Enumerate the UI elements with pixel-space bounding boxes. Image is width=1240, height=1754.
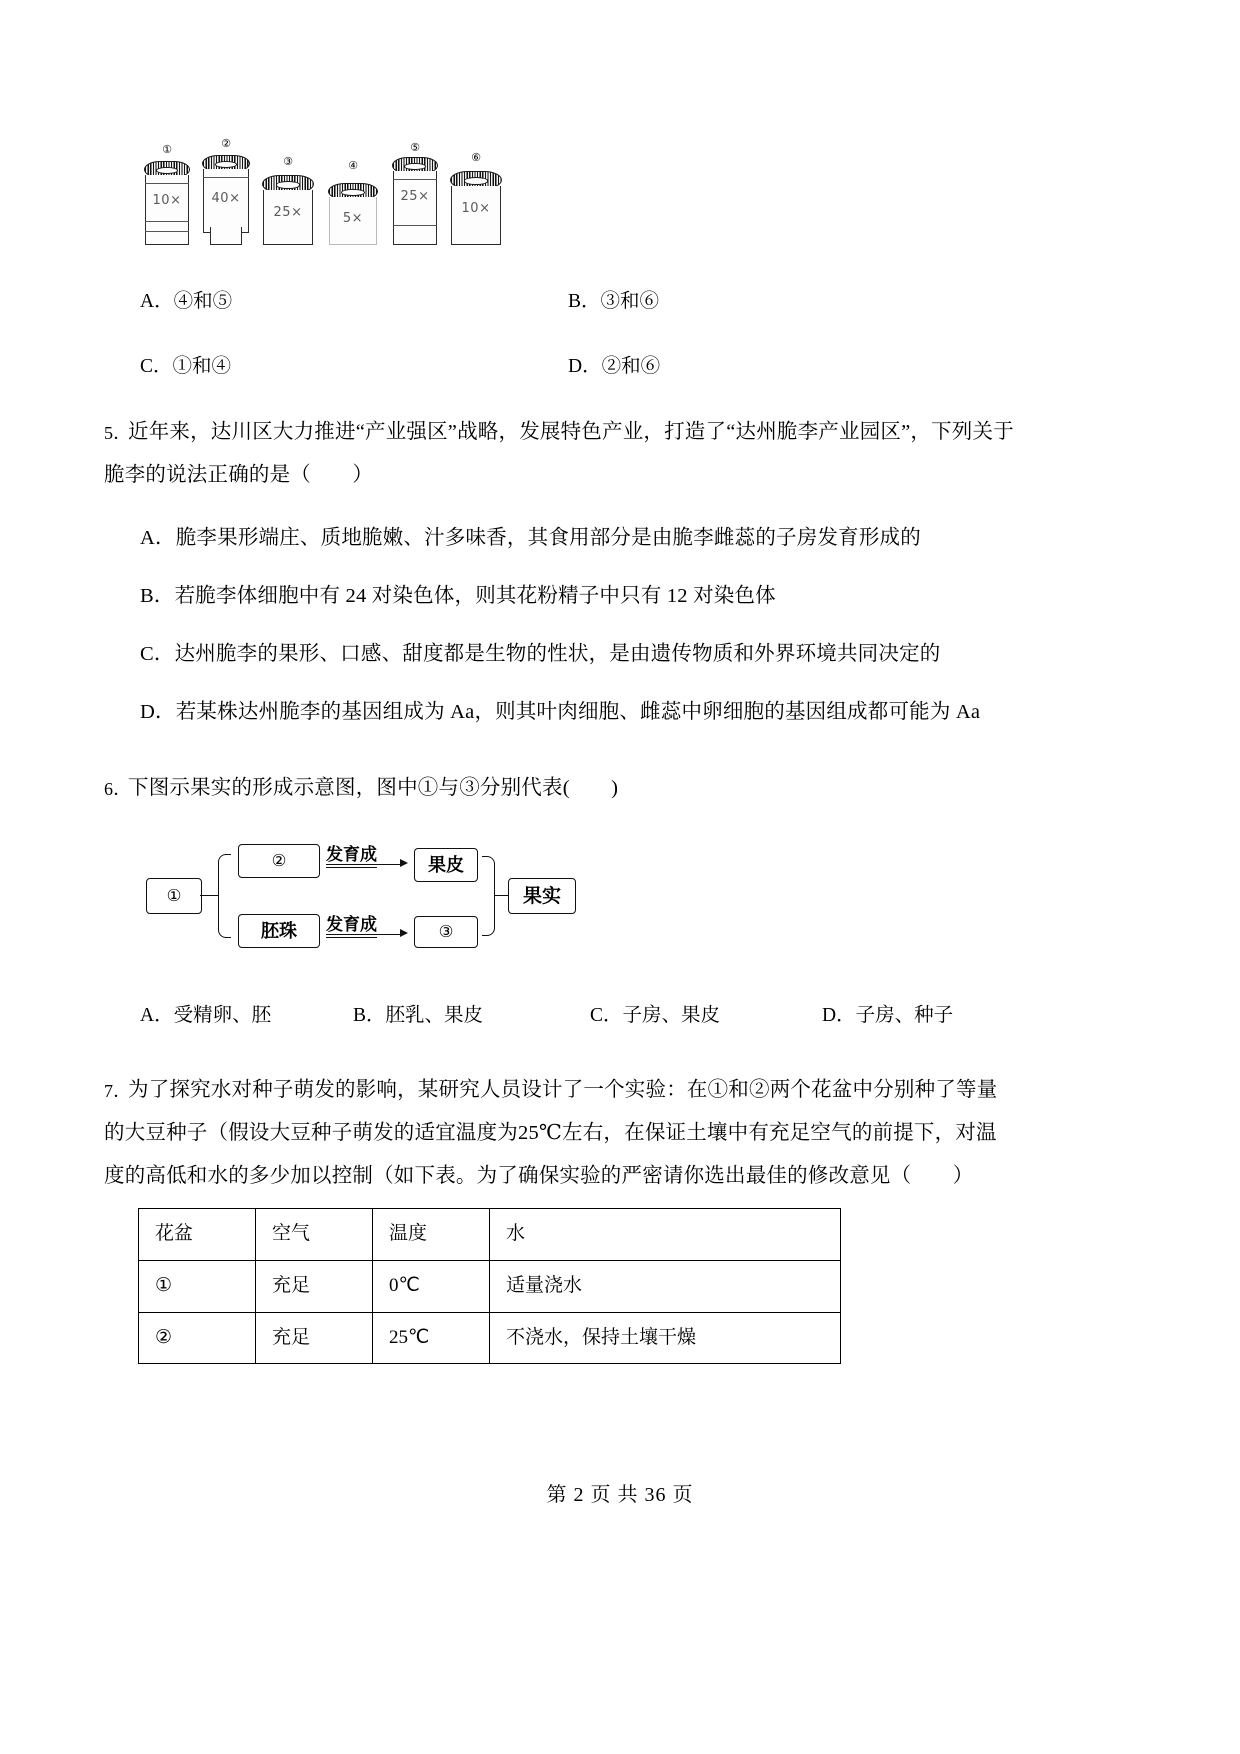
diagram-arrow-bottom-head	[400, 929, 408, 937]
table-cell-air: 充足	[256, 1260, 373, 1312]
table-header-row	[139, 1209, 841, 1261]
lens-item-1	[145, 145, 189, 245]
lens-magnification-label: 10×	[461, 201, 491, 216]
lens-number-label: ③	[283, 155, 293, 168]
lens-item-3	[263, 157, 313, 245]
q6-option-b-label: B．	[353, 1005, 386, 1026]
diagram-brace-left	[218, 854, 231, 938]
diagram-node-left: ①	[146, 878, 202, 914]
table-header-pot: 花盆	[139, 1209, 256, 1261]
lens-band	[203, 177, 249, 178]
lens-item-6	[451, 153, 501, 245]
lens-band	[145, 183, 189, 184]
diagram-arrow-top-line	[326, 864, 402, 865]
table-cell-pot: ②	[139, 1312, 256, 1364]
lens-barrel	[145, 175, 189, 245]
objective-lens-figure	[145, 125, 491, 245]
q6-option-a-text: 受精卵、胚	[173, 1005, 272, 1026]
q4-option-d[interactable]	[568, 352, 660, 382]
table-header-air: 空气	[256, 1209, 373, 1261]
lens-number-label: ②	[221, 137, 231, 150]
lens-number-label: ⑤	[410, 141, 420, 154]
q5-option-c[interactable]	[140, 631, 940, 678]
q4-option-a[interactable]	[140, 287, 232, 317]
q5-number: 5．	[104, 423, 132, 443]
q4-option-d-text: ②和⑥	[601, 356, 661, 377]
lens-barrel	[393, 171, 437, 245]
q7-stem-line1: 为了探究水对种子萌发的影响，某研究人员设计了一个实验：在①和②两个花盆中分别种了等量	[128, 1079, 998, 1101]
q6-option-d-text: 子房、种子	[855, 1005, 954, 1026]
q6-option-c-label: C．	[590, 1005, 623, 1026]
lens-number-label: ⑥	[471, 151, 481, 164]
table-cell-water: 不浇水，保持土壤干燥	[490, 1312, 841, 1364]
diagram-result-bottom: ③	[414, 916, 478, 948]
experiment-table	[138, 1208, 841, 1364]
q6-number: 6．	[104, 779, 132, 799]
q5-option-a-label: A．	[140, 527, 176, 549]
diagram-arrow-bottom-line	[326, 934, 402, 935]
q6-option-a[interactable]	[140, 1001, 271, 1031]
diagram-arrow-bottom-label: 发育成	[326, 910, 377, 935]
q6-option-b-text: 胚乳、果皮	[385, 1005, 484, 1026]
diagram-arrow-top-label: 发育成	[326, 840, 377, 865]
q5-stem-line2: 脆李的说法正确的是（ ）	[104, 464, 374, 486]
q5-option-b-text: 若脆李体细胞中有 24 对染色体，则其花粉精子中只有 12 对染色体	[174, 585, 776, 607]
q6-option-d-label: D．	[822, 1005, 856, 1026]
lens-item-5	[393, 143, 437, 245]
table-row	[139, 1312, 841, 1364]
lens-number-label: ④	[348, 159, 358, 172]
diagram-result-top: 果皮	[414, 848, 478, 882]
q6-option-d[interactable]	[822, 1001, 953, 1031]
lens-item-4	[329, 161, 377, 245]
q4-option-a-text: ④和⑤	[173, 291, 233, 312]
q6-option-a-label: A．	[140, 1005, 174, 1026]
q5-option-c-label: C．	[140, 643, 175, 665]
page-footer: 第 2 页 共 36 页	[546, 1484, 694, 1506]
table-header-temperature: 温度	[373, 1209, 490, 1261]
table-cell-air: 充足	[256, 1312, 373, 1364]
lens-band	[393, 179, 437, 180]
diagram-connector-right	[494, 895, 508, 896]
diagram-arrow-top-head	[400, 859, 408, 867]
q5-option-a-text: 脆李果形端庄、质地脆嫩、汁多味香，其食用部分是由脆李雌蕊的子房发育形成的	[175, 527, 921, 549]
q4-option-a-label: A．	[140, 291, 174, 312]
q4-option-c-label: C．	[140, 356, 173, 377]
q5-option-d-label: D．	[140, 701, 176, 723]
table-cell-temperature: 25℃	[373, 1312, 490, 1364]
lens-magnification-label: 25×	[273, 205, 303, 220]
lens-magnification-label: 10×	[152, 193, 182, 208]
diagram-brace-right	[482, 856, 495, 936]
q6-stem: 下图示果实的形成示意图，图中①与③分别代表( )	[128, 777, 619, 799]
q4-option-d-label: D．	[568, 356, 602, 377]
q5-option-d-text: 若某株达州脆李的基因组成为 Aa，则其叶肉细胞、雌蕊中卵细胞的基因组成都可能为 Aa	[175, 701, 981, 723]
q4-option-c-text: ①和④	[172, 356, 232, 377]
lens-number-label: ①	[162, 143, 172, 156]
q5-stem-line1: 近年来，达川区大力推进“产业强区”战略，发展特色产业，打造了“达州脆李产业园区”，下列关于	[128, 421, 1014, 443]
lens-magnification-label: 5×	[342, 211, 364, 226]
q6-option-b[interactable]	[353, 1001, 483, 1031]
q6-option-c-text: 子房、果皮	[622, 1005, 721, 1026]
table-cell-water: 适量浇水	[490, 1260, 841, 1312]
lens-barrel-tip	[210, 227, 242, 245]
table-cell-pot: ①	[139, 1260, 256, 1312]
diagram-node-bottom: 胚珠	[238, 914, 320, 948]
lens-magnification-label: 40×	[211, 191, 241, 206]
lens-magnification-label: 25×	[400, 189, 430, 204]
diagram-final-node: 果实	[508, 878, 576, 914]
q7-number: 7．	[104, 1081, 132, 1101]
diagram-connector	[200, 895, 218, 896]
fruit-formation-diagram	[138, 840, 588, 950]
q4-option-b-label: B．	[568, 291, 601, 312]
lens-item-2	[203, 139, 249, 245]
q5-option-b[interactable]	[140, 573, 776, 620]
q5-option-c-text: 达州脆李的果形、口感、甜度都是生物的性状，是由遗传物质和外界环境共同决定的	[174, 643, 941, 665]
lens-band	[145, 231, 189, 232]
lens-band	[393, 225, 437, 226]
q4-option-c[interactable]	[140, 352, 231, 382]
table-row	[139, 1260, 841, 1312]
q5-option-a[interactable]	[140, 515, 921, 562]
q7-stem-line3: 度的高低和水的多少加以控制（如下表。为了确保实验的严密请你选出最佳的修改意见（ ）	[104, 1165, 974, 1187]
q4-option-b[interactable]	[568, 287, 659, 317]
q7-stem-line2: 的大豆种子（假设大豆种子萌发的适宜温度为25℃左右，在保证土壤中有充足空气的前提下，对温	[104, 1122, 997, 1144]
lens-band	[145, 221, 189, 222]
q4-option-b-text: ③和⑥	[600, 291, 660, 312]
diagram-node-top: ②	[238, 844, 320, 878]
q5-option-b-label: B．	[140, 585, 175, 607]
table-header-water: 水	[490, 1209, 841, 1261]
table-cell-temperature: 0℃	[373, 1260, 490, 1312]
q6-option-c[interactable]	[590, 1001, 720, 1031]
q5-option-d[interactable]	[140, 689, 980, 736]
